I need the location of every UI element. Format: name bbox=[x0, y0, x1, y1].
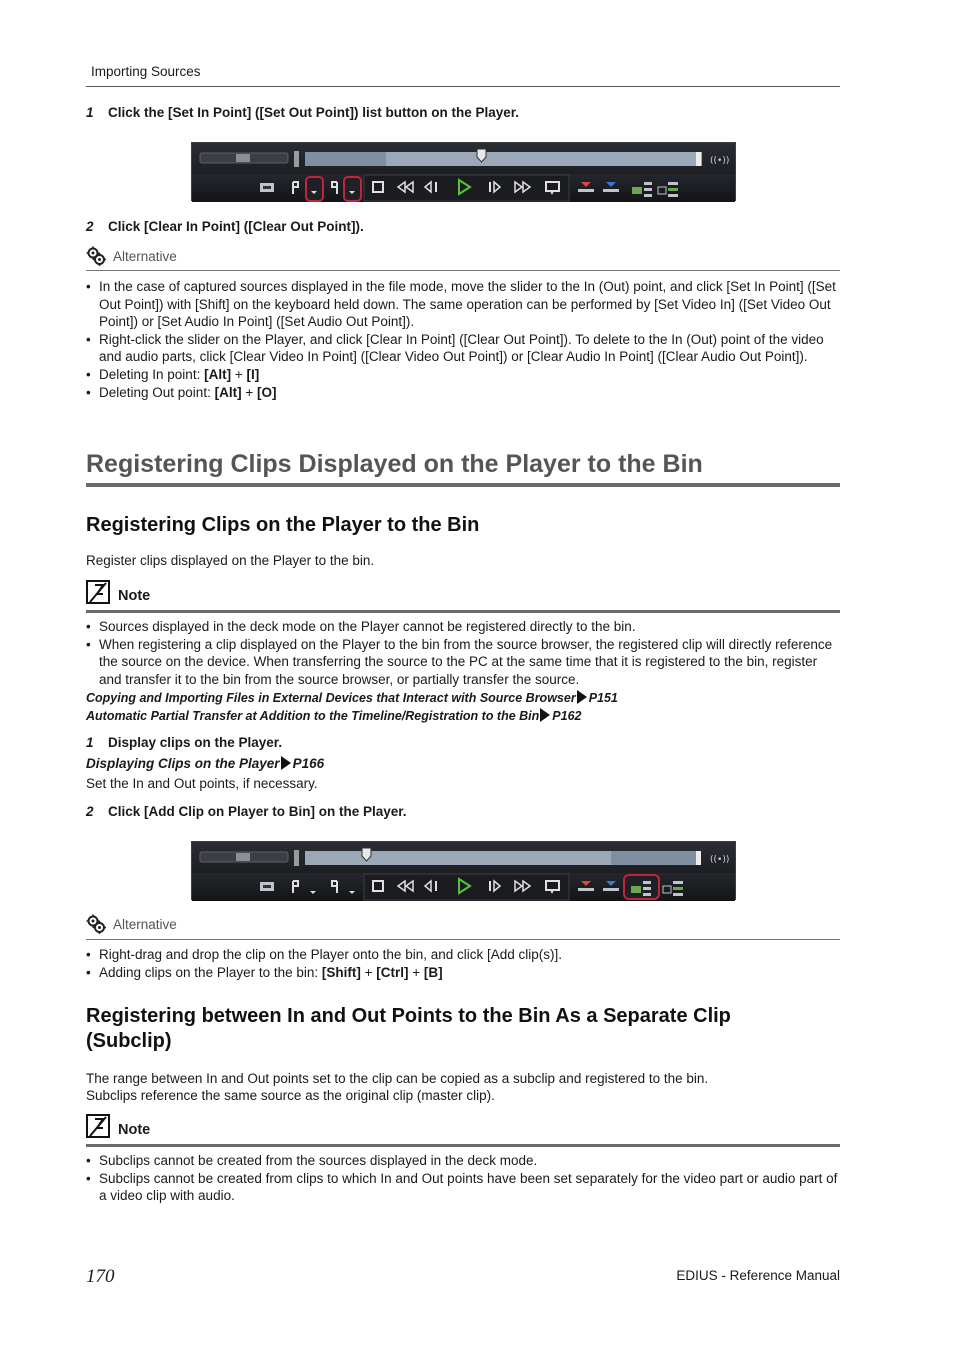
player-controls bbox=[192, 873, 735, 901]
plus: + bbox=[408, 964, 424, 980]
xref-text[interactable]: Copying and Importing Files in External Devices that Interact with Source Browser bbox=[86, 691, 576, 705]
add-to-timeline-icon[interactable] bbox=[663, 881, 683, 896]
add-clip-to-bin-button[interactable] bbox=[624, 875, 659, 899]
step-text: Click the [Set In Point] ([Set Out Point]) list button on the Player. bbox=[108, 105, 520, 120]
key: [Ctrl] bbox=[376, 964, 409, 980]
svg-text:((•)): ((•)) bbox=[710, 156, 730, 166]
step-text: Click [Clear In Point] ([Clear Out Point]). bbox=[108, 219, 364, 234]
header-rule bbox=[86, 86, 840, 87]
note-icon bbox=[86, 1114, 110, 1138]
plus: + bbox=[360, 964, 377, 980]
shortcut-label: Deleting Out point: bbox=[99, 384, 215, 400]
note-list bbox=[86, 1152, 838, 1205]
step-number: 1 bbox=[86, 105, 94, 120]
key: [O] bbox=[256, 384, 277, 400]
list-item: • Right-drag and drop the clip on the Player onto the bin, and click [Add clip(s)]. bbox=[86, 946, 838, 964]
overwrite-icon[interactable] bbox=[603, 881, 619, 891]
step-detail: Set the In and Out points, if necessary. bbox=[86, 776, 318, 791]
step-display-clips bbox=[86, 735, 282, 750]
tape-icon[interactable] bbox=[260, 882, 274, 891]
xref-text[interactable]: Automatic Partial Transfer at Addition to the Timeline/Registration to the Bin bbox=[86, 709, 540, 723]
section-heading-subclip-line2: (Subclip) bbox=[86, 1030, 172, 1052]
arrow-right-icon bbox=[540, 708, 550, 722]
shortcut-label: Deleting In point: bbox=[99, 366, 205, 382]
player-controls bbox=[192, 174, 735, 202]
add-to-bin-icon[interactable] bbox=[632, 182, 652, 197]
step-set-in-list bbox=[86, 105, 519, 120]
insert-icon[interactable] bbox=[578, 881, 594, 891]
subclip-intro-2: Subclips reference the same source as the original clip (master clip). bbox=[86, 1088, 495, 1103]
set-out-icon[interactable] bbox=[332, 881, 355, 894]
set-in-icon[interactable] bbox=[293, 881, 316, 894]
list-item: • In the case of captured sources displayed in the file mode, move the slider to the In (Out) point, and click [Set In Point] ([Set Out Point]) with [Shift] on the keyboard held down. The same operation can be performed by [Set Video In] ([Set Video Out Point]) or [Set Audio In Point] ([Set Audio Out Point]). bbox=[86, 278, 838, 331]
arrow-right-icon bbox=[577, 690, 587, 704]
key: [I] bbox=[246, 366, 260, 382]
list-item: • Sources displayed in the deck mode on the Player cannot be registered directly to the bin. bbox=[86, 618, 838, 636]
note-label: Note bbox=[118, 1122, 151, 1138]
register-intro: Register clips displayed on the Player to the bin. bbox=[86, 553, 375, 568]
gears-icon bbox=[86, 246, 106, 266]
step-text: Display clips on the Player. bbox=[108, 735, 283, 750]
note-heading bbox=[86, 580, 150, 604]
list-item-shortcut-out bbox=[86, 384, 838, 402]
xref-displaying-clips[interactable] bbox=[86, 756, 324, 771]
plus: + bbox=[241, 384, 257, 400]
note-label: Note bbox=[118, 588, 151, 604]
step-add-clip bbox=[86, 804, 407, 819]
list-item-shortcut-add bbox=[86, 964, 838, 982]
list-item: • Subclips cannot be created from clips to which In and Out points have been set separately for the video part or audio part of a video clip with audio. bbox=[86, 1170, 838, 1205]
alternative-list bbox=[86, 278, 838, 401]
plus: + bbox=[231, 366, 247, 382]
xref-text[interactable]: Displaying Clips on the Player bbox=[86, 756, 280, 771]
chapter-rule bbox=[86, 483, 840, 487]
chapter-heading: Registering Clips Displayed on the Player to the Bin bbox=[86, 450, 703, 478]
alternative-label: Alternative bbox=[113, 248, 177, 264]
list-item: • Subclips cannot be created from the sources displayed in the deck mode. bbox=[86, 1152, 838, 1170]
player-controls-graphic bbox=[192, 174, 737, 202]
xref-page[interactable]: P166 bbox=[292, 756, 325, 771]
arrow-right-icon bbox=[281, 756, 291, 770]
svg-text:((•)): ((•)) bbox=[710, 855, 730, 865]
xref-page[interactable]: P151 bbox=[588, 691, 618, 705]
insert-icon[interactable] bbox=[578, 182, 594, 192]
note-rule bbox=[86, 1144, 840, 1147]
player-controls-graphic bbox=[192, 873, 737, 901]
player-timeline-bar bbox=[192, 143, 735, 174]
step-number: 1 bbox=[86, 735, 94, 750]
note-list bbox=[86, 618, 838, 688]
set-out-icon[interactable] bbox=[332, 182, 337, 194]
key: [B] bbox=[423, 964, 443, 980]
footer-title: EDIUS - Reference Manual bbox=[676, 1268, 840, 1283]
page-number: 170 bbox=[86, 1266, 115, 1287]
xref-partial-transfer[interactable] bbox=[86, 708, 582, 723]
player-screenshot-set-in bbox=[191, 142, 736, 201]
step-number: 2 bbox=[86, 804, 94, 819]
alternative-list bbox=[86, 946, 838, 981]
add-to-timeline-icon[interactable] bbox=[658, 182, 678, 197]
alternative-heading bbox=[86, 246, 177, 266]
tape-icon[interactable] bbox=[260, 183, 274, 192]
step-number: 2 bbox=[86, 219, 94, 234]
alternative-rule bbox=[86, 270, 840, 271]
xref-page[interactable]: P162 bbox=[552, 709, 582, 723]
xref-copying-importing[interactable] bbox=[86, 690, 618, 705]
player-screenshot-add-clip bbox=[191, 841, 736, 900]
gears-icon bbox=[86, 914, 106, 934]
note-rule bbox=[86, 610, 840, 613]
player-timeline-graphic bbox=[192, 143, 737, 174]
alternative-label: Alternative bbox=[113, 916, 177, 932]
key: [Alt] bbox=[204, 366, 232, 382]
step-clear-in bbox=[86, 219, 364, 234]
list-item: • Right-click the slider on the Player, and click [Clear In Point] ([Clear Out Point]). To delete to the In (Out) point of the video and audio parts, click [Clear Video In Point] ([Clear Video Out Point]) or [Clear Audio In Point] ([Clear Audio Out Point]). bbox=[86, 331, 838, 366]
set-in-list-button[interactable] bbox=[306, 177, 323, 201]
note-icon bbox=[86, 580, 110, 604]
section-heading-subclip-line1: Registering between In and Out Points to the Bin As a Separate Clip bbox=[86, 1005, 731, 1027]
note-heading bbox=[86, 1114, 150, 1138]
set-out-list-button[interactable] bbox=[344, 177, 361, 201]
key: [Alt] bbox=[214, 384, 242, 400]
step-text: Click [Add Clip on Player to Bin] on the Player. bbox=[108, 804, 407, 819]
player-timeline-graphic bbox=[192, 842, 737, 873]
player-timeline-bar bbox=[192, 842, 735, 873]
alternative-heading bbox=[86, 914, 177, 934]
key: [Shift] bbox=[321, 964, 361, 980]
subclip-intro-1: The range between In and Out points set to the clip can be copied as a subclip and registered to the bin. bbox=[86, 1071, 709, 1086]
section-heading-register: Registering Clips on the Player to the Bin bbox=[86, 514, 480, 536]
shortcut-label: Adding clips on the Player to the bin: bbox=[99, 964, 322, 980]
running-head: Importing Sources bbox=[91, 64, 201, 79]
overwrite-icon[interactable] bbox=[603, 182, 619, 192]
list-item-shortcut-in bbox=[86, 366, 838, 384]
alternative-rule bbox=[86, 939, 840, 940]
list-item: • When registering a clip displayed on the Player to the bin from the source browser, the registered clip will directly reference the source on the device. When transferring the source to the PC at the same time that it is registered to the bin, register and transfer it to the bin from the source browser, or partially transfer the source. bbox=[86, 636, 838, 689]
set-in-icon[interactable] bbox=[293, 182, 298, 194]
